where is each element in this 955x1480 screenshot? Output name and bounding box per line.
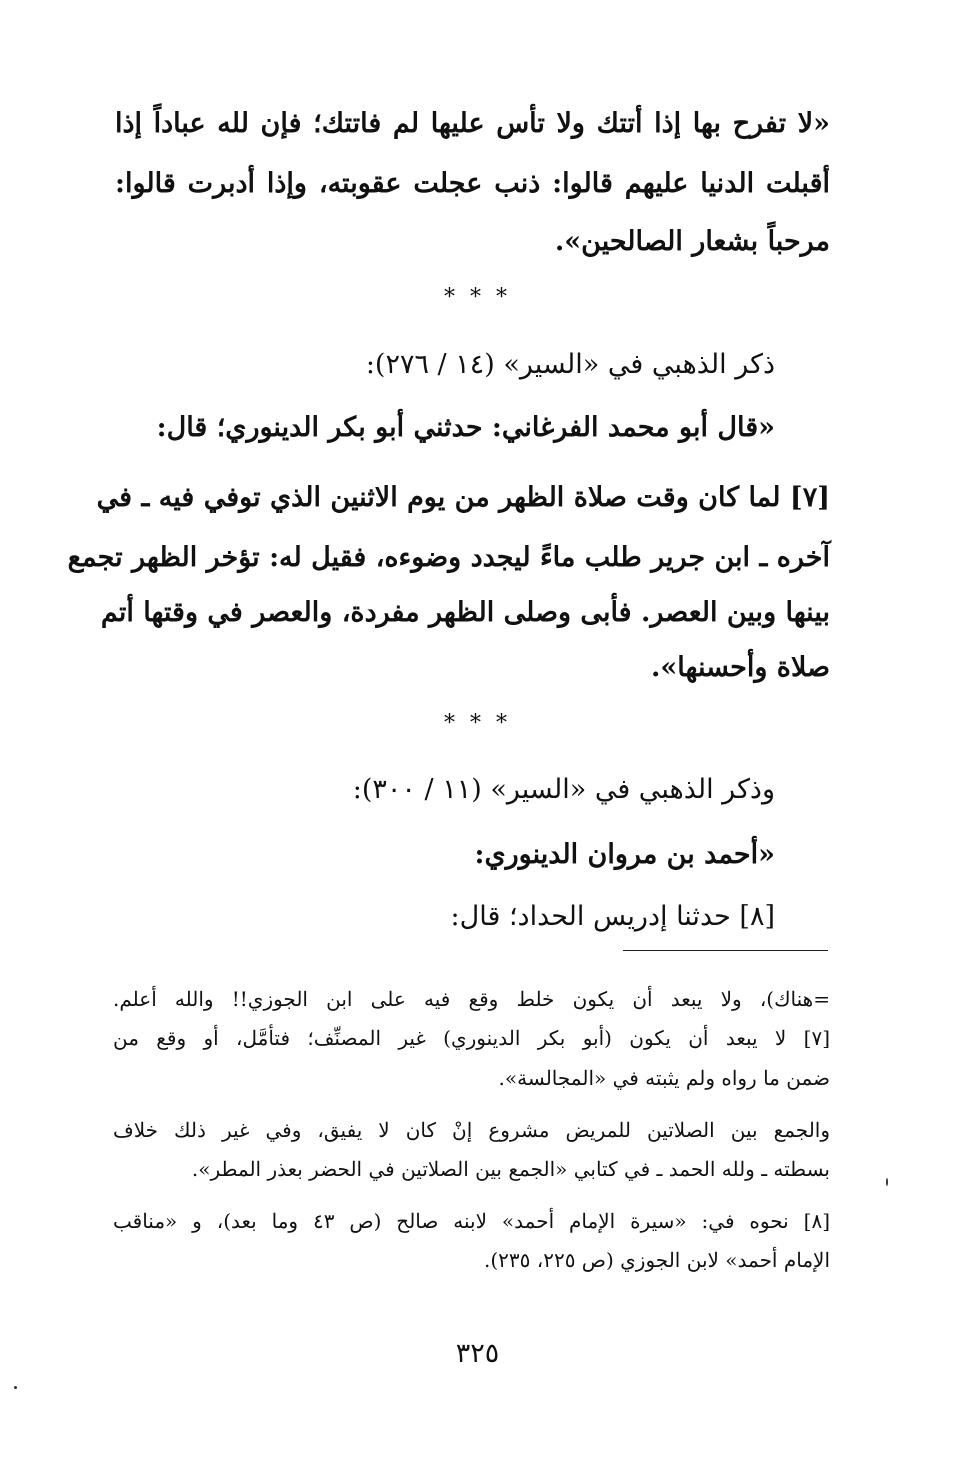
footnote-7-line-4: بسطته ـ ولله الحمد ـ في كتابي «الجمع بين الصلاتين في الحضر بعذر المطر». [191, 1157, 830, 1181]
page-number: ٣٢٥ [455, 1338, 500, 1369]
footnote-7-line-3: والجمع بين الصلاتين للمريض مشروع إنْ كان لا يفيق، وفي غير ذلك خلاف [113, 1118, 830, 1142]
footnote-divider [623, 950, 828, 951]
narration-7-line-2: آخره ـ ابن جرير طلب ماءً ليجدد وضوءه، فقيل له: تؤخر الظهر تجمع [67, 542, 830, 573]
quote-line-1: «لا تفرح بها إذا أتتك ولا تأس عليها لم فاتتك؛ فإن لله عباداً إذا [115, 108, 830, 139]
narration-7-line-4: صلاة وأحسنها». [651, 652, 830, 683]
source-intro-2: وذكر الذهبي في «السير» (١١ / ٣٠٠): [352, 774, 775, 805]
source-intro-1: ذكر الذهبي في «السير» (١٤ / ٢٧٦): [365, 349, 775, 380]
section-separator-2: * * * [444, 711, 511, 736]
scan-speck [886, 1178, 888, 1186]
quote-line-3: مرحباً بشعار الصالحين». [554, 226, 830, 257]
narration-7-line-1: [٧] لما كان وقت صلاة الظهر من يوم الاثنين الذي توفي فيه ـ في [96, 482, 830, 513]
footnote-7-line-1: [٧] لا يبعد أن يكون (أبو بكر الدينوري) غير المصنِّف؛ فتأمَّل، أو وقع من [113, 1026, 831, 1050]
footnote-8-line-2: الإمام أحمد» لابن الجوزي (ص ٢٢٥، ٢٣٥). [484, 1248, 830, 1272]
isnad-line: «قال أبو محمد الفرغاني: حدثني أبو بكر الدينوري؛ قال: [156, 412, 775, 443]
narration-7-line-3: بينها وبين العصر. فأبى وصلى الظهر مفردة، والعصر في وقتها أتم [100, 597, 830, 628]
quote-line-2: أقبلت الدنيا عليهم قالوا: ذنب عجلت عقوبته، وإذا أدبرت قالوا: [115, 168, 830, 199]
footnote-line-1: =هناك)، ولا يبعد أن يكون خلط وقع فيه على ابن الجوزي!! والله أعلم. [113, 987, 830, 1011]
footnote-8-line-1: [٨] نحوه في: «سيرة الإمام أحمد» لابنه صالح (ص ٤٣ وما بعد)، و «مناقب [113, 1209, 830, 1233]
footnote-7-line-2: ضمن ما رواه ولم يثبته في «المجالسة». [498, 1066, 830, 1090]
scan-speck-2 [14, 1386, 17, 1389]
entry-heading: «أحمد بن مروان الدينوري: [474, 839, 775, 870]
section-separator: * * * [444, 285, 511, 310]
narration-8-line-1: [٨] حدثنا إدريس الحداد؛ قال: [450, 901, 775, 932]
